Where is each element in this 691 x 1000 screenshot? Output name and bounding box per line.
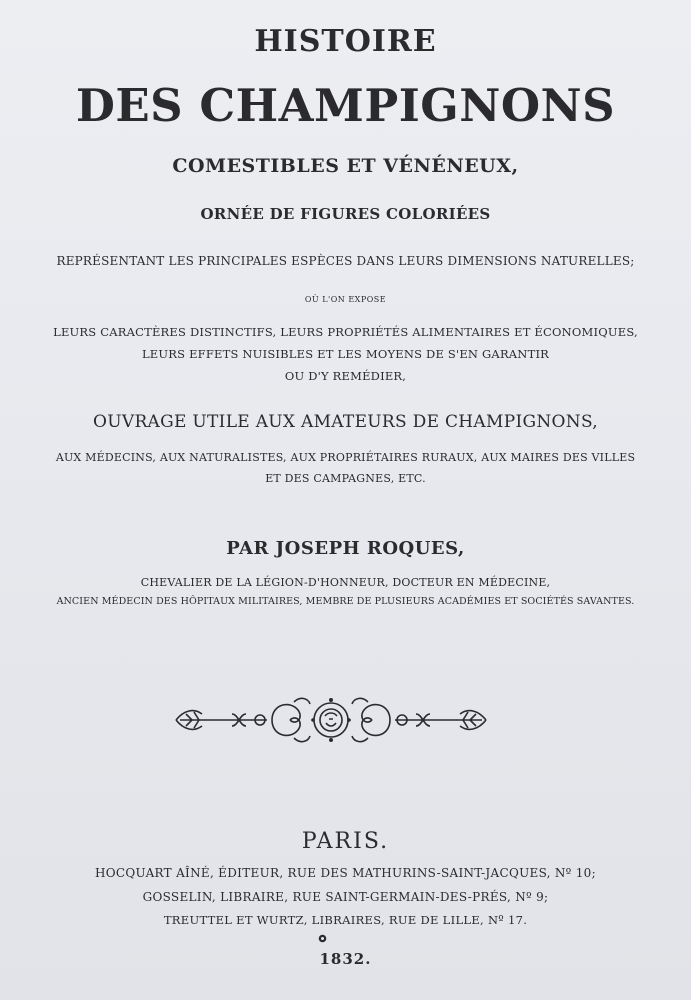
title-line-histoire-text: HISTOIRE (254, 24, 437, 59)
audience-line-2 (0, 472, 691, 485)
subtitle-representant (0, 254, 691, 268)
description-line-3 (0, 369, 691, 383)
description-line-1 (0, 325, 691, 339)
description-line-1-text: LEURS CARACTÈRES DISTINCTIFS, LEURS PROPRIÉTÉS ALIMENTAIRES ET ÉCONOMIQUES, (53, 325, 638, 339)
imprint-publisher-3-text: TREUTTEL ET WURTZ, LIBRAIRES, RUE DE LILLE, Nº 17. (163, 913, 528, 927)
subtitle-figures-text: ORNÉE DE FIGURES COLORIÉES (200, 205, 491, 223)
description-line-2 (0, 347, 691, 361)
author-credentials-1-text: CHEVALIER DE LA LÉGION-D'HONNEUR, DOCTEUR EN MÉDECINE, (140, 576, 551, 589)
imprint-publisher-2-text: GOSSELIN, LIBRAIRE, RUE SAINT-GERMAIN-DES-PRÉS, Nº 9; (142, 890, 549, 904)
decorative-ornament (172, 692, 490, 748)
author-credentials-1 (0, 576, 691, 589)
description-line-3-text: OU D'Y REMÉDIER, (284, 369, 407, 383)
title-line-champignons-text: DES CHAMPIGNONS (75, 79, 616, 132)
audience-headline-text: OUVRAGE UTILE AUX AMATEURS DE CHAMPIGNONS, (93, 412, 598, 432)
description-line-2-text: LEURS EFFETS NUISIBLES ET LES MOYENS DE S'EN GARANTIR (141, 347, 550, 361)
author-credentials-2 (0, 596, 691, 607)
author-name-text: PAR JOSEPH ROQUES, (226, 538, 465, 559)
audience-line-2-text: ET DES CAMPAGNES, ETC. (265, 472, 426, 485)
imprint-publisher-3 (0, 913, 691, 927)
imprint-city (0, 829, 691, 854)
title-line-champignons (0, 79, 691, 132)
subtitle-figures (0, 205, 691, 223)
imprint-publisher-1-text: HOCQUART AÎNÉ, ÉDITEUR, RUE DES MATHURINS-SAINT-JACQUES, Nº 10; (95, 866, 596, 880)
imprint-publisher-2 (0, 890, 691, 904)
imprint-publisher-1 (0, 866, 691, 880)
imprint-year (0, 950, 691, 968)
title-line-histoire (0, 24, 691, 59)
subtitle-comestibles (0, 155, 691, 177)
bullet-ornament-icon (318, 934, 327, 943)
audience-line-1-text: AUX MÉDECINS, AUX NATURALISTES, AUX PROPRIÉTAIRES RURAUX, AUX MAIRES DES VILLES (55, 451, 636, 464)
author-name (0, 538, 691, 559)
audience-headline (0, 412, 691, 432)
subtitle-comestibles-text: COMESTIBLES ET VÉNÉNEUX, (172, 155, 519, 177)
audience-line-1 (0, 451, 691, 464)
subtitle-representant-text: REPRÉSENTANT LES PRINCIPALES ESPÈCES DANS LEURS DIMENSIONS NATURELLES; (56, 254, 635, 268)
imprint-year-text: 1832. (319, 950, 372, 968)
imprint-city-text: PARIS. (301, 829, 390, 854)
author-credentials-2-text: ANCIEN MÉDECIN DES HÔPITAUX MILITAIRES, MEMBRE DE PLUSIEURS ACADÉMIES ET SOCIÉTÉS SAVANTES. (56, 596, 635, 607)
description-intro-text: OÙ L'ON EXPOSE (304, 295, 387, 304)
description-intro (0, 295, 691, 304)
